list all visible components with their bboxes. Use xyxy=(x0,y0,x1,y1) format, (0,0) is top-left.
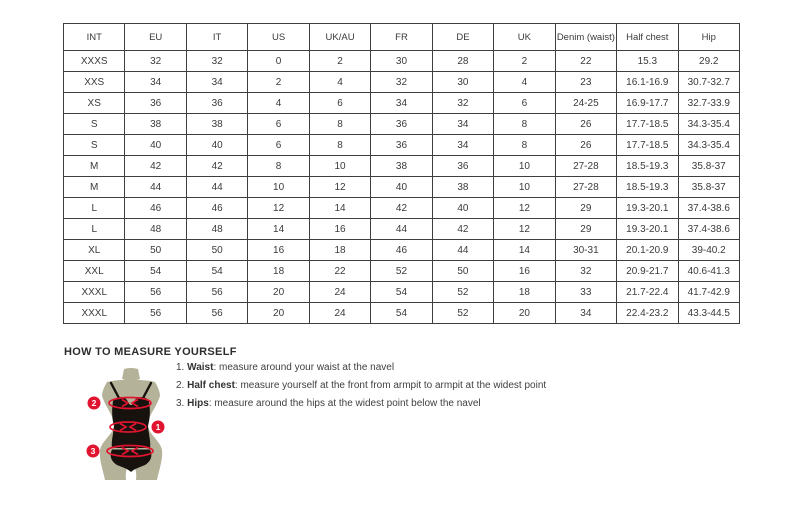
size-table-body xyxy=(64,51,740,324)
table-cell: 34 xyxy=(371,93,432,114)
table-cell: 37.4-38.6 xyxy=(678,198,739,219)
table-cell: S xyxy=(64,114,125,135)
table-cell: 50 xyxy=(432,261,493,282)
table-cell: 26 xyxy=(555,114,616,135)
table-cell: 52 xyxy=(371,261,432,282)
table-cell: 20.9-21.7 xyxy=(617,261,678,282)
table-cell: 34 xyxy=(186,72,247,93)
table-cell: 50 xyxy=(125,240,186,261)
table-cell: 0 xyxy=(248,51,309,72)
table-cell: 12 xyxy=(248,198,309,219)
header-cell: UK/AU xyxy=(309,24,370,51)
table-cell: 24 xyxy=(309,303,370,324)
table-cell: 43.3-44.5 xyxy=(678,303,739,324)
table-cell: 40 xyxy=(125,135,186,156)
measure-section-title: HOW TO MEASURE YOURSELF xyxy=(64,346,237,358)
table-cell: 44 xyxy=(432,240,493,261)
table-cell: L xyxy=(64,219,125,240)
table-cell: 48 xyxy=(125,219,186,240)
table-cell: 24 xyxy=(309,282,370,303)
header-cell: EU xyxy=(125,24,186,51)
step-text: : measure around the hips at the widest point below the navel xyxy=(208,398,481,409)
table-cell: 36 xyxy=(432,156,493,177)
table-cell: 40 xyxy=(186,135,247,156)
table-cell: 29 xyxy=(555,219,616,240)
step-term: Half chest xyxy=(187,380,235,391)
table-cell: 54 xyxy=(371,282,432,303)
header-row xyxy=(64,24,740,51)
table-cell: 32 xyxy=(186,51,247,72)
table-cell: 50 xyxy=(186,240,247,261)
table-cell: 14 xyxy=(248,219,309,240)
table-cell: 10 xyxy=(248,177,309,198)
table-cell: 21.7-22.4 xyxy=(617,282,678,303)
table-cell: 16 xyxy=(248,240,309,261)
table-cell: 16 xyxy=(494,261,555,282)
table-cell: 35.8-37 xyxy=(678,156,739,177)
table-row xyxy=(64,282,740,303)
table-cell: XXXL xyxy=(64,303,125,324)
table-cell: 20 xyxy=(248,282,309,303)
measurement-figure xyxy=(83,368,185,482)
table-cell: 18.5-19.3 xyxy=(617,177,678,198)
table-cell: 17.7-18.5 xyxy=(617,135,678,156)
table-cell: XS xyxy=(64,93,125,114)
table-cell: 46 xyxy=(371,240,432,261)
header-cell: Hip xyxy=(678,24,739,51)
table-cell: 34 xyxy=(125,72,186,93)
table-cell: 6 xyxy=(309,93,370,114)
table-row xyxy=(64,219,740,240)
table-cell: 54 xyxy=(371,303,432,324)
header-cell: IT xyxy=(186,24,247,51)
table-cell: 56 xyxy=(186,282,247,303)
table-cell: 42 xyxy=(371,198,432,219)
table-cell: 12 xyxy=(494,219,555,240)
table-cell: 42 xyxy=(432,219,493,240)
table-cell: 8 xyxy=(248,156,309,177)
table-row xyxy=(64,114,740,135)
table-cell: 2 xyxy=(309,51,370,72)
table-cell: 24-25 xyxy=(555,93,616,114)
table-cell: 44 xyxy=(125,177,186,198)
table-cell: 42 xyxy=(125,156,186,177)
table-cell: 2 xyxy=(248,72,309,93)
step-number: 3. xyxy=(176,398,185,409)
measure-step-half-chest xyxy=(176,379,546,392)
table-cell: 46 xyxy=(125,198,186,219)
table-cell: 17.7-18.5 xyxy=(617,114,678,135)
table-cell: 29.2 xyxy=(678,51,739,72)
table-cell: 32 xyxy=(125,51,186,72)
table-cell: XXS xyxy=(64,72,125,93)
table-cell: 32 xyxy=(371,72,432,93)
table-cell: 38 xyxy=(125,114,186,135)
measure-steps-list xyxy=(176,361,546,415)
table-row xyxy=(64,240,740,261)
table-row xyxy=(64,156,740,177)
table-cell: 16 xyxy=(309,219,370,240)
table-cell: 41.7-42.9 xyxy=(678,282,739,303)
table-cell: 30 xyxy=(371,51,432,72)
table-cell: 8 xyxy=(309,114,370,135)
badge-1-number: 1 xyxy=(155,422,161,432)
table-cell: 30.7-32.7 xyxy=(678,72,739,93)
table-cell: 34 xyxy=(432,114,493,135)
table-cell: 22 xyxy=(309,261,370,282)
table-cell: 36 xyxy=(371,135,432,156)
badge-2-number: 2 xyxy=(91,398,97,408)
table-cell: 42 xyxy=(186,156,247,177)
header-cell: FR xyxy=(371,24,432,51)
table-cell: 12 xyxy=(494,198,555,219)
table-cell: 6 xyxy=(248,114,309,135)
table-cell: 14 xyxy=(309,198,370,219)
table-cell: 12 xyxy=(309,177,370,198)
table-cell: 4 xyxy=(494,72,555,93)
step-number: 2. xyxy=(176,380,185,391)
table-cell: 56 xyxy=(186,303,247,324)
table-row xyxy=(64,177,740,198)
table-cell: 54 xyxy=(186,261,247,282)
step-text: : measure yourself at the front from armpit to armpit at the widest point xyxy=(234,380,547,391)
table-cell: 35.8-37 xyxy=(678,177,739,198)
header-cell: INT xyxy=(64,24,125,51)
table-cell: 16.9-17.7 xyxy=(617,93,678,114)
table-row xyxy=(64,135,740,156)
table-cell: 18.5-19.3 xyxy=(617,156,678,177)
table-cell: 52 xyxy=(432,282,493,303)
table-cell: L xyxy=(64,198,125,219)
table-cell: 32 xyxy=(432,93,493,114)
table-cell: 14 xyxy=(494,240,555,261)
table-cell: 15.3 xyxy=(617,51,678,72)
table-cell: 8 xyxy=(309,135,370,156)
table-cell: 8 xyxy=(494,114,555,135)
table-cell: 27-28 xyxy=(555,156,616,177)
table-cell: 56 xyxy=(125,282,186,303)
step-term: Waist xyxy=(187,362,214,373)
table-cell: 28 xyxy=(432,51,493,72)
table-cell: 27-28 xyxy=(555,177,616,198)
table-cell: 44 xyxy=(186,177,247,198)
table-cell: 19.3-20.1 xyxy=(617,198,678,219)
table-cell: 40.6-41.3 xyxy=(678,261,739,282)
table-cell: 22 xyxy=(555,51,616,72)
table-cell: M xyxy=(64,156,125,177)
table-cell: 6 xyxy=(248,135,309,156)
header-cell: US xyxy=(248,24,309,51)
header-cell: DE xyxy=(432,24,493,51)
table-cell: 39-40.2 xyxy=(678,240,739,261)
table-cell: 18 xyxy=(248,261,309,282)
table-cell: XXXS xyxy=(64,51,125,72)
table-cell: 22.4-23.2 xyxy=(617,303,678,324)
table-cell: 30 xyxy=(432,72,493,93)
table-cell: 18 xyxy=(494,282,555,303)
table-cell: 26 xyxy=(555,135,616,156)
table-cell: 56 xyxy=(125,303,186,324)
table-cell: 2 xyxy=(494,51,555,72)
table-cell: 33 xyxy=(555,282,616,303)
table-cell: 30-31 xyxy=(555,240,616,261)
mannequin-illustration xyxy=(83,368,185,482)
header-cell: UK xyxy=(494,24,555,51)
table-cell: 16.1-16.9 xyxy=(617,72,678,93)
table-cell: 23 xyxy=(555,72,616,93)
table-cell: XXXL xyxy=(64,282,125,303)
measure-step-waist xyxy=(176,361,546,374)
table-cell: 36 xyxy=(186,93,247,114)
table-cell: 34 xyxy=(432,135,493,156)
table-cell: 29 xyxy=(555,198,616,219)
step-number: 1. xyxy=(176,362,185,373)
table-cell: 46 xyxy=(186,198,247,219)
header-cell: Half chest xyxy=(617,24,678,51)
table-cell: 6 xyxy=(494,93,555,114)
table-cell: 44 xyxy=(371,219,432,240)
table-cell: 10 xyxy=(494,177,555,198)
table-cell: 10 xyxy=(494,156,555,177)
table-cell: 36 xyxy=(371,114,432,135)
table-cell: 4 xyxy=(248,93,309,114)
table-cell: S xyxy=(64,135,125,156)
table-cell: 38 xyxy=(432,177,493,198)
step-term: Hips xyxy=(187,398,209,409)
table-row xyxy=(64,72,740,93)
table-row xyxy=(64,198,740,219)
table-row xyxy=(64,51,740,72)
table-cell: 40 xyxy=(371,177,432,198)
table-cell: 34.3-35.4 xyxy=(678,114,739,135)
table-cell: 38 xyxy=(186,114,247,135)
table-cell: XL xyxy=(64,240,125,261)
table-cell: M xyxy=(64,177,125,198)
table-cell: 20 xyxy=(248,303,309,324)
table-cell: 37.4-38.6 xyxy=(678,219,739,240)
table-cell: 32.7-33.9 xyxy=(678,93,739,114)
table-cell: 36 xyxy=(125,93,186,114)
table-cell: 4 xyxy=(309,72,370,93)
table-cell: 48 xyxy=(186,219,247,240)
header-cell: Denim (waist) xyxy=(555,24,616,51)
table-cell: 20.1-20.9 xyxy=(617,240,678,261)
table-cell: 32 xyxy=(555,261,616,282)
table-row xyxy=(64,261,740,282)
table-cell: 34 xyxy=(555,303,616,324)
table-row xyxy=(64,93,740,114)
table-cell: 8 xyxy=(494,135,555,156)
table-cell: 20 xyxy=(494,303,555,324)
table-cell: 18 xyxy=(309,240,370,261)
step-text: : measure around your waist at the navel xyxy=(213,362,395,373)
size-table-head xyxy=(64,24,740,51)
table-cell: 54 xyxy=(125,261,186,282)
table-row xyxy=(64,303,740,324)
table-cell: 52 xyxy=(432,303,493,324)
mannequin-neck xyxy=(122,368,140,381)
table-cell: 40 xyxy=(432,198,493,219)
measure-step-hips xyxy=(176,397,546,410)
table-cell: 19.3-20.1 xyxy=(617,219,678,240)
table-cell: XXL xyxy=(64,261,125,282)
table-cell: 34.3-35.4 xyxy=(678,135,739,156)
table-cell: 38 xyxy=(371,156,432,177)
size-table xyxy=(63,23,740,324)
table-cell: 10 xyxy=(309,156,370,177)
badge-3-number: 3 xyxy=(90,446,96,456)
